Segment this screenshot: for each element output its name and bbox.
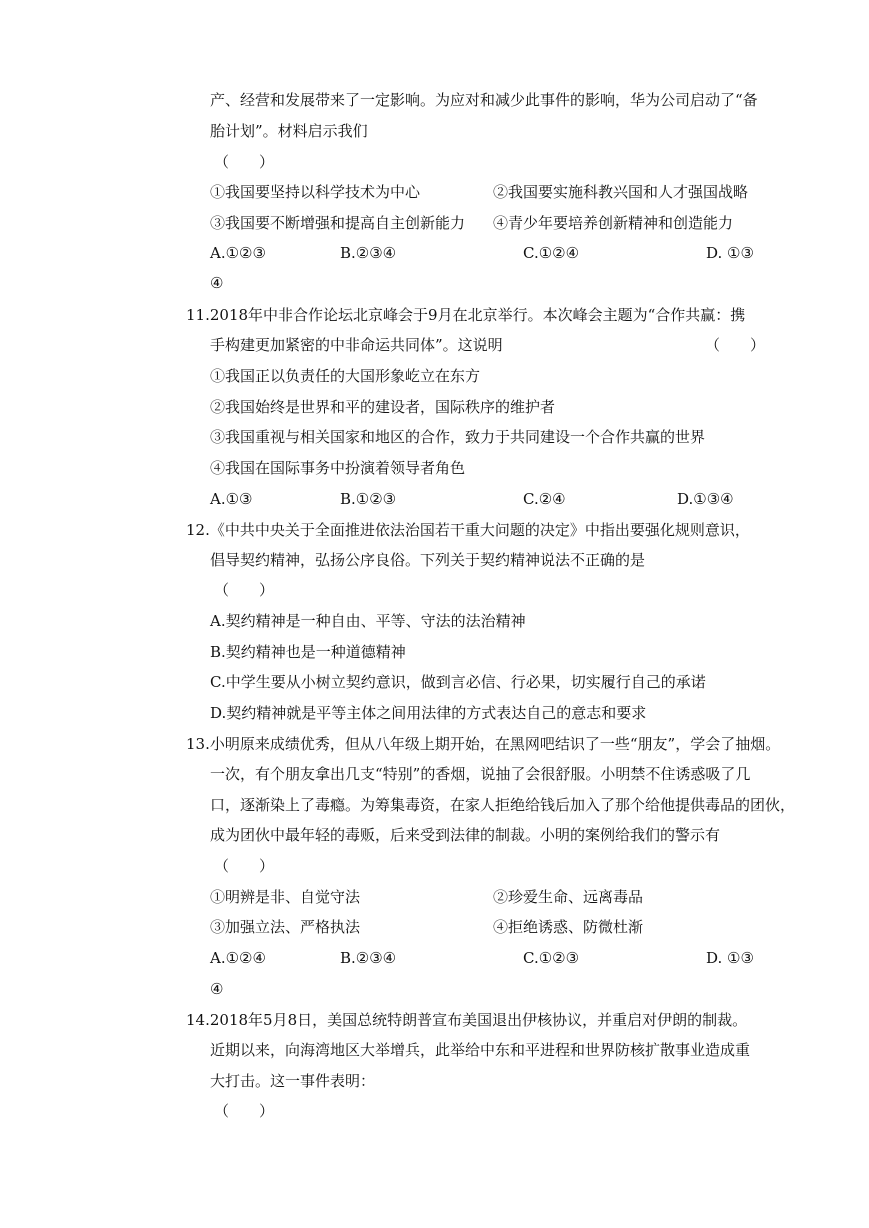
answer-bracket: （ ） <box>214 857 275 875</box>
question-stem-line: 11.2018年中非合作论坛北京峰会于9月在北京举行。本次峰会主题为“合作共赢：携 <box>186 306 746 324</box>
choice-d: D. ①③ <box>706 244 754 262</box>
choice-a: A.契约精神是一种自由、平等、守法的法治精神 <box>210 612 526 630</box>
question-stem-line: 胎计划”。材料启示我们 <box>210 122 368 140</box>
answer-bracket: （ ） <box>705 336 766 354</box>
choice-c: C.②④ <box>523 490 566 508</box>
choice-d: D.契约精神就是平等主体之间用法律的方式表达自己的意志和要求 <box>210 704 647 722</box>
statement-item: ④青少年要培养创新精神和创造能力 <box>493 214 734 232</box>
question-stem-line: 近期以来，向海湾地区大举增兵，此举给中东和平进程和世界防核扩散事业造成重 <box>210 1041 751 1059</box>
statement-item: ④拒绝诱惑、防微杜渐 <box>493 918 644 936</box>
choice-d-wrap: ④ <box>210 980 224 998</box>
choice-d-wrap: ④ <box>210 274 224 292</box>
question-stem-line: 成为团伙中最年轻的毒贩，后来受到法律的制裁。小明的案例给我们的警示有 <box>210 826 721 844</box>
statement-item: ①我国正以负责任的大国形象屹立在东方 <box>210 367 481 385</box>
choice-c: C.①②③ <box>523 949 580 967</box>
statement-item: ③我国要不断增强和提高自主创新能力 <box>210 214 466 232</box>
question-stem-line: 产、经营和发展带来了一定影响。为应对和减少此事件的影响，华为公司启动了“备 <box>210 91 758 109</box>
answer-bracket: （ ） <box>214 581 275 599</box>
choice-c: C.中学生要从小树立契约意识，做到言必信、行必果，切实履行自己的承诺 <box>210 673 706 691</box>
question-stem-line: 大打击。这一事件表明： <box>210 1072 376 1090</box>
statement-item: ③我国重视与相关国家和地区的合作，致力于共同建设一个合作共赢的世界 <box>210 428 706 446</box>
choice-d: D.①③④ <box>677 490 734 508</box>
statement-item: ④我国在国际事务中扮演着领导者角色 <box>210 459 466 477</box>
question-stem-line: 13.小明原来成绩优秀，但从八年级上期开始，在黑网吧结识了一些“朋友”，学会了抽烟。 <box>186 735 781 753</box>
choice-a: A.①③ <box>210 490 253 508</box>
choice-b: B.契约精神也是一种道德精神 <box>210 643 406 661</box>
choice-c: C.①②④ <box>523 244 580 262</box>
question-stem-line: 手构建更加紧密的中非命运共同体”。这说明 <box>210 336 503 354</box>
statement-item: ②珍爱生命、远离毒品 <box>493 888 644 906</box>
choice-a: A.①②③ <box>210 244 266 262</box>
choice-b: B.②③④ <box>340 949 397 967</box>
question-stem-line: 12.《中共中央关于全面推进依法治国若干重大问题的决定》中指出要强化规则意识， <box>186 521 750 539</box>
question-stem-line: 一次，有个朋友拿出几支“特别”的香烟，说抽了会很舒服。小明禁不住诱惑吸了几 <box>210 765 751 783</box>
statement-item: ①明辨是非、自觉守法 <box>210 888 361 906</box>
choice-d: D. ①③ <box>706 949 754 967</box>
statement-item: ②我国始终是世界和平的建设者，国际秩序的维护者 <box>210 398 556 416</box>
choice-b: B.①②③ <box>340 490 397 508</box>
answer-bracket: （ ） <box>214 1102 275 1120</box>
statement-item: ②我国要实施科教兴国和人才强国战略 <box>493 183 749 201</box>
choice-b: B.②③④ <box>340 244 397 262</box>
statement-item: ①我国要坚持以科学技术为中心 <box>210 183 421 201</box>
answer-bracket: （ ） <box>214 153 275 171</box>
choice-a: A.①②④ <box>210 949 266 967</box>
question-stem-line: 口，逐渐染上了毒瘾。为筹集毒资，在家人拒绝给钱后加入了那个给他提供毒品的团伙， <box>210 796 796 814</box>
question-stem-line: 14.2018年5月8日，美国总统特朗普宣布美国退出伊核协议，并重启对伊朗的制裁。 <box>186 1011 748 1029</box>
statement-item: ③加强立法、严格执法 <box>210 918 361 936</box>
question-stem-line: 倡导契约精神，弘扬公序良俗。下列关于契约精神说法不正确的是 <box>210 551 646 569</box>
